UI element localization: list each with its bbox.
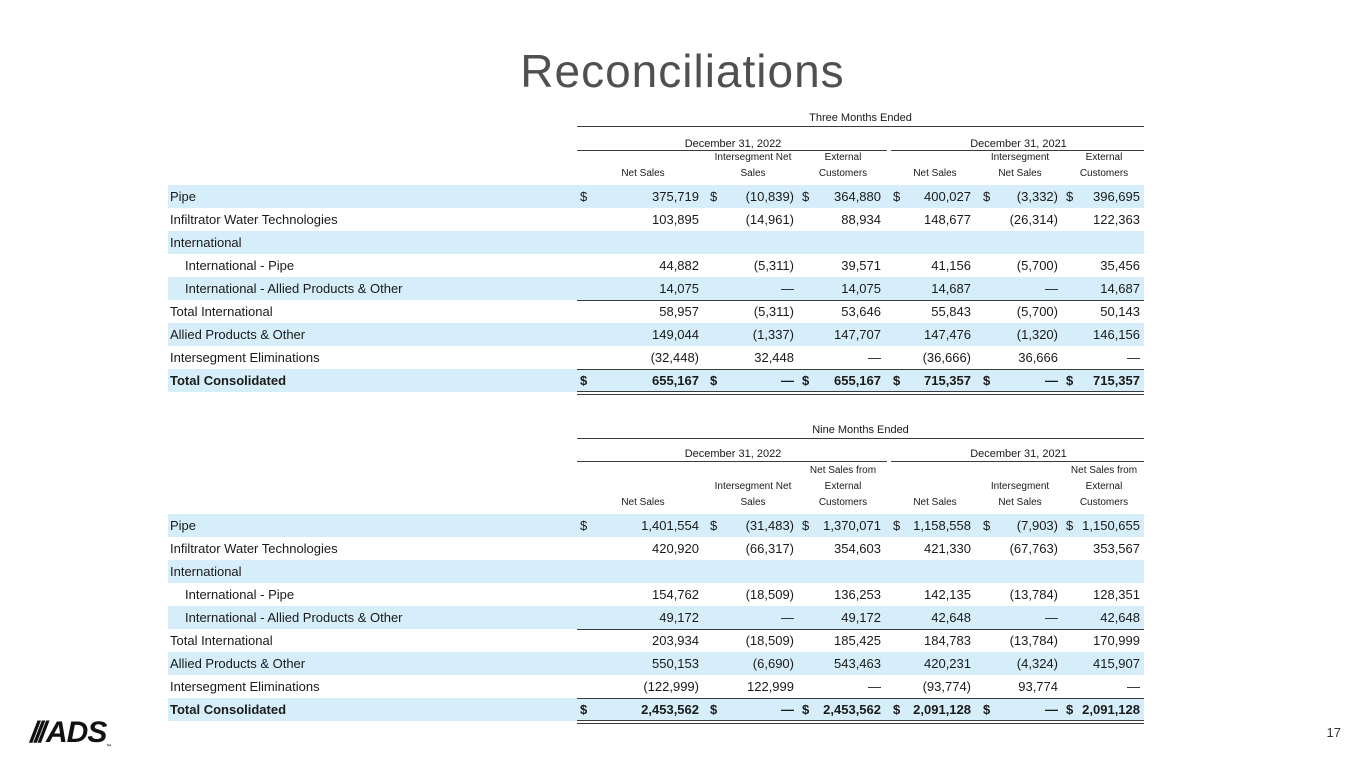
ads-logo bbox=[30, 716, 110, 750]
row-value: 55,843 bbox=[931, 304, 971, 319]
row-value: — bbox=[1127, 679, 1140, 694]
row-value: (32,448) bbox=[650, 350, 699, 365]
row-value: (18,509) bbox=[745, 633, 794, 648]
row-value: 2,091,128 bbox=[1082, 702, 1140, 717]
row-value: 42,648 bbox=[931, 610, 971, 625]
row-value: 185,425 bbox=[834, 633, 881, 648]
row-value: 353,567 bbox=[1093, 541, 1140, 556]
row-value: 122,999 bbox=[747, 679, 794, 694]
row-value: (66,317) bbox=[745, 541, 794, 556]
table-row bbox=[168, 277, 1144, 300]
dollar-sign: $ bbox=[893, 189, 901, 204]
column-header-line: External bbox=[1085, 481, 1123, 492]
row-value: (18,509) bbox=[745, 587, 794, 602]
subtotal-rule bbox=[577, 629, 1144, 630]
column-header bbox=[975, 479, 1065, 511]
column-header-line: Net Sales bbox=[913, 168, 957, 179]
column-header bbox=[798, 463, 888, 511]
page-title: Reconciliations bbox=[520, 45, 845, 97]
row-label: International bbox=[170, 564, 242, 579]
column-header-line: Customers bbox=[818, 497, 868, 508]
table-row bbox=[168, 231, 1144, 254]
row-value: 147,707 bbox=[834, 327, 881, 342]
dollar-sign: $ bbox=[802, 373, 810, 388]
row-value: 2,453,562 bbox=[641, 702, 699, 717]
column-header-line: Customers bbox=[1079, 168, 1129, 179]
row-value: (1,320) bbox=[1016, 327, 1058, 342]
row-value: 415,907 bbox=[1093, 656, 1140, 671]
row-value: 136,253 bbox=[834, 587, 881, 602]
period-label: Three Months Ended bbox=[809, 112, 912, 124]
row-value: (7,903) bbox=[1016, 518, 1058, 533]
row-value: 2,453,562 bbox=[823, 702, 881, 717]
row-value: 53,646 bbox=[841, 304, 881, 319]
row-label: Intersegment Eliminations bbox=[170, 350, 320, 365]
row-value: 58,957 bbox=[659, 304, 699, 319]
column-header-line: Net Sales bbox=[998, 168, 1042, 179]
row-value: 32,448 bbox=[754, 350, 794, 365]
table-row bbox=[168, 208, 1144, 231]
row-value: 715,357 bbox=[924, 373, 971, 388]
row-label: International - Allied Products & Other bbox=[185, 281, 403, 296]
row-label: Total International bbox=[170, 304, 273, 319]
year-a-rule bbox=[577, 461, 887, 462]
dollar-sign: $ bbox=[893, 702, 901, 717]
row-value: 2,091,128 bbox=[913, 702, 971, 717]
row-value: 375,719 bbox=[652, 189, 699, 204]
header-rule bbox=[577, 126, 1144, 127]
year-b-rule bbox=[891, 461, 1144, 462]
row-value: (6,690) bbox=[752, 656, 794, 671]
row-label: Pipe bbox=[170, 518, 197, 533]
dollar-sign: $ bbox=[1066, 373, 1074, 388]
table-row bbox=[168, 369, 1144, 392]
column-header-line: Intersegment bbox=[990, 152, 1050, 163]
row-value: 550,153 bbox=[652, 656, 699, 671]
column-header bbox=[598, 495, 688, 511]
row-value: (3,332) bbox=[1016, 189, 1058, 204]
table-row bbox=[168, 300, 1144, 323]
dollar-sign: $ bbox=[983, 702, 991, 717]
row-value: 122,363 bbox=[1093, 212, 1140, 227]
row-value: 148,677 bbox=[924, 212, 971, 227]
row-value: (1,337) bbox=[752, 327, 794, 342]
row-value: 655,167 bbox=[652, 373, 699, 388]
column-header bbox=[1059, 463, 1149, 511]
total-double-rule bbox=[577, 394, 1144, 395]
column-header bbox=[890, 166, 980, 182]
row-value: 1,401,554 bbox=[641, 518, 699, 533]
row-value: — bbox=[868, 350, 881, 365]
row-value: — bbox=[1045, 281, 1058, 296]
row-label: Total Consolidated bbox=[170, 373, 287, 388]
column-header-line: Intersegment bbox=[990, 481, 1050, 492]
column-header bbox=[975, 150, 1065, 182]
column-header-line: Net Sales bbox=[621, 497, 665, 508]
table-row bbox=[168, 652, 1144, 675]
year-a-label: December 31, 2022 bbox=[684, 448, 782, 460]
column-header-line: Sales bbox=[740, 168, 766, 179]
row-value: (13,784) bbox=[1009, 587, 1058, 602]
table-row bbox=[168, 537, 1144, 560]
row-value: (4,324) bbox=[1016, 656, 1058, 671]
row-value: 35,456 bbox=[1100, 258, 1140, 273]
row-label: Infiltrator Water Technologies bbox=[170, 212, 338, 227]
row-value: 146,156 bbox=[1093, 327, 1140, 342]
dollar-sign: $ bbox=[802, 518, 810, 533]
dollar-sign: $ bbox=[893, 373, 901, 388]
dollar-sign: $ bbox=[802, 189, 810, 204]
subtotal-rule bbox=[577, 698, 1144, 699]
row-value: (67,763) bbox=[1009, 541, 1058, 556]
row-value: 154,762 bbox=[652, 587, 699, 602]
column-header-line: Net Sales bbox=[621, 168, 665, 179]
row-value: — bbox=[781, 373, 794, 388]
row-label: International - Pipe bbox=[185, 258, 295, 273]
row-value: 93,774 bbox=[1018, 679, 1058, 694]
row-value: 14,075 bbox=[659, 281, 699, 296]
column-header-line: External bbox=[824, 481, 862, 492]
dollar-sign: $ bbox=[710, 518, 718, 533]
dollar-sign: $ bbox=[1066, 702, 1074, 717]
total-double-rule bbox=[577, 723, 1144, 724]
column-header-line: Sales bbox=[740, 497, 766, 508]
row-value: 421,330 bbox=[924, 541, 971, 556]
row-value: 147,476 bbox=[924, 327, 971, 342]
row-value: 142,135 bbox=[924, 587, 971, 602]
row-label: Infiltrator Water Technologies bbox=[170, 541, 338, 556]
row-label: Intersegment Eliminations bbox=[170, 679, 320, 694]
row-value: (5,311) bbox=[753, 258, 794, 273]
row-value: 149,044 bbox=[652, 327, 699, 342]
column-header-line: Intersegment Net bbox=[714, 481, 792, 492]
row-value: 420,920 bbox=[652, 541, 699, 556]
dollar-sign: $ bbox=[983, 373, 991, 388]
row-value: — bbox=[1127, 350, 1140, 365]
row-value: 36,666 bbox=[1018, 350, 1058, 365]
column-header-line: External bbox=[824, 152, 862, 163]
column-header-line: Intersegment Net bbox=[714, 152, 792, 163]
row-label: International - Allied Products & Other bbox=[185, 610, 403, 625]
row-value: — bbox=[1045, 610, 1058, 625]
dollar-sign: $ bbox=[802, 702, 810, 717]
dollar-sign: $ bbox=[580, 373, 588, 388]
period-label: Nine Months Ended bbox=[812, 424, 909, 436]
row-value: (5,311) bbox=[753, 304, 794, 319]
row-value: (13,784) bbox=[1009, 633, 1058, 648]
dollar-sign: $ bbox=[1066, 518, 1074, 533]
dollar-sign: $ bbox=[710, 373, 718, 388]
column-header-line: Net Sales from bbox=[809, 465, 877, 476]
row-value: 44,882 bbox=[659, 258, 699, 273]
table-row bbox=[168, 698, 1144, 721]
dollar-sign: $ bbox=[580, 189, 588, 204]
row-label: Total Consolidated bbox=[170, 702, 287, 717]
row-value: 543,463 bbox=[834, 656, 881, 671]
table-row bbox=[168, 323, 1144, 346]
row-value: 715,357 bbox=[1093, 373, 1140, 388]
row-value: 364,880 bbox=[834, 189, 881, 204]
row-label: Allied Products & Other bbox=[170, 327, 306, 342]
column-header bbox=[708, 150, 798, 182]
row-label: Pipe bbox=[170, 189, 197, 204]
row-value: (10,839) bbox=[745, 189, 794, 204]
column-header-line: External bbox=[1085, 152, 1123, 163]
row-value: 1,370,071 bbox=[823, 518, 881, 533]
row-value: 14,687 bbox=[931, 281, 971, 296]
table-row bbox=[168, 346, 1144, 369]
dollar-sign: $ bbox=[1066, 189, 1074, 204]
row-value: — bbox=[781, 610, 794, 625]
row-value: 88,934 bbox=[841, 212, 881, 227]
table-row bbox=[168, 606, 1144, 629]
table-row bbox=[168, 629, 1144, 652]
table-row bbox=[168, 254, 1144, 277]
page-number: 17 bbox=[1326, 725, 1341, 740]
year-a-label: December 31, 2022 bbox=[684, 138, 782, 150]
year-b-label: December 31, 2021 bbox=[970, 138, 1067, 150]
row-value: 41,156 bbox=[931, 258, 971, 273]
year-b-label: December 31, 2021 bbox=[970, 448, 1067, 460]
row-value: 400,027 bbox=[924, 189, 971, 204]
row-value: 128,351 bbox=[1093, 587, 1140, 602]
dollar-sign: $ bbox=[893, 518, 901, 533]
row-value: 14,075 bbox=[841, 281, 881, 296]
row-value: — bbox=[1045, 702, 1058, 717]
dollar-sign: $ bbox=[580, 518, 588, 533]
row-value: 42,648 bbox=[1100, 610, 1140, 625]
column-header-line: Customers bbox=[1079, 497, 1129, 508]
row-value: — bbox=[781, 702, 794, 717]
row-value: — bbox=[781, 281, 794, 296]
row-value: (122,999) bbox=[643, 679, 699, 694]
column-header bbox=[890, 495, 980, 511]
header-rule bbox=[577, 438, 1144, 439]
subtotal-rule bbox=[577, 369, 1144, 370]
dollar-sign: $ bbox=[710, 189, 718, 204]
row-label: International bbox=[170, 235, 242, 250]
dollar-sign: $ bbox=[580, 702, 588, 717]
row-value: 184,783 bbox=[924, 633, 971, 648]
row-value: (26,314) bbox=[1009, 212, 1058, 227]
row-value: (31,483) bbox=[745, 518, 794, 533]
table-row bbox=[168, 185, 1144, 208]
row-value: (93,774) bbox=[922, 679, 971, 694]
row-value: 49,172 bbox=[841, 610, 881, 625]
row-label: International - Pipe bbox=[185, 587, 295, 602]
row-label: Allied Products & Other bbox=[170, 656, 306, 671]
table-row bbox=[168, 514, 1144, 537]
row-value: 1,158,558 bbox=[913, 518, 971, 533]
row-value: (14,961) bbox=[745, 212, 794, 227]
table-row bbox=[168, 583, 1144, 606]
dollar-sign: $ bbox=[710, 702, 718, 717]
row-value: 170,999 bbox=[1093, 633, 1140, 648]
dollar-sign: $ bbox=[983, 189, 991, 204]
column-header bbox=[798, 150, 888, 182]
logo-trademark: ™ bbox=[106, 744, 111, 750]
row-value: — bbox=[868, 679, 881, 694]
row-label: Total International bbox=[170, 633, 273, 648]
row-value: 50,143 bbox=[1100, 304, 1140, 319]
row-value: 354,603 bbox=[834, 541, 881, 556]
column-header bbox=[1059, 150, 1149, 182]
row-value: 39,571 bbox=[841, 258, 881, 273]
dollar-sign: $ bbox=[983, 518, 991, 533]
total-double-rule bbox=[577, 391, 1144, 392]
row-value: 49,172 bbox=[659, 610, 699, 625]
logo-slashes-icon: /// bbox=[30, 716, 44, 749]
subtotal-rule bbox=[577, 300, 1144, 301]
row-value: 14,687 bbox=[1100, 281, 1140, 296]
table-row bbox=[168, 675, 1144, 698]
column-header bbox=[598, 166, 688, 182]
table-row bbox=[168, 560, 1144, 583]
row-value: (36,666) bbox=[922, 350, 971, 365]
row-value: 203,934 bbox=[652, 633, 699, 648]
column-header bbox=[708, 479, 798, 511]
row-value: (5,700) bbox=[1016, 258, 1058, 273]
row-value: 103,895 bbox=[652, 212, 699, 227]
row-value: 420,231 bbox=[924, 656, 971, 671]
row-value: 396,695 bbox=[1093, 189, 1140, 204]
column-header-line: Net Sales bbox=[998, 497, 1042, 508]
row-value: — bbox=[1045, 373, 1058, 388]
row-value: (5,700) bbox=[1016, 304, 1058, 319]
logo-text: ADS bbox=[46, 716, 107, 749]
total-double-rule bbox=[577, 720, 1144, 721]
row-value: 1,150,655 bbox=[1082, 518, 1140, 533]
row-value: 655,167 bbox=[834, 373, 881, 388]
column-header-line: Customers bbox=[818, 168, 868, 179]
column-header-line: Net Sales bbox=[913, 497, 957, 508]
column-header-line: Net Sales from bbox=[1070, 465, 1138, 476]
